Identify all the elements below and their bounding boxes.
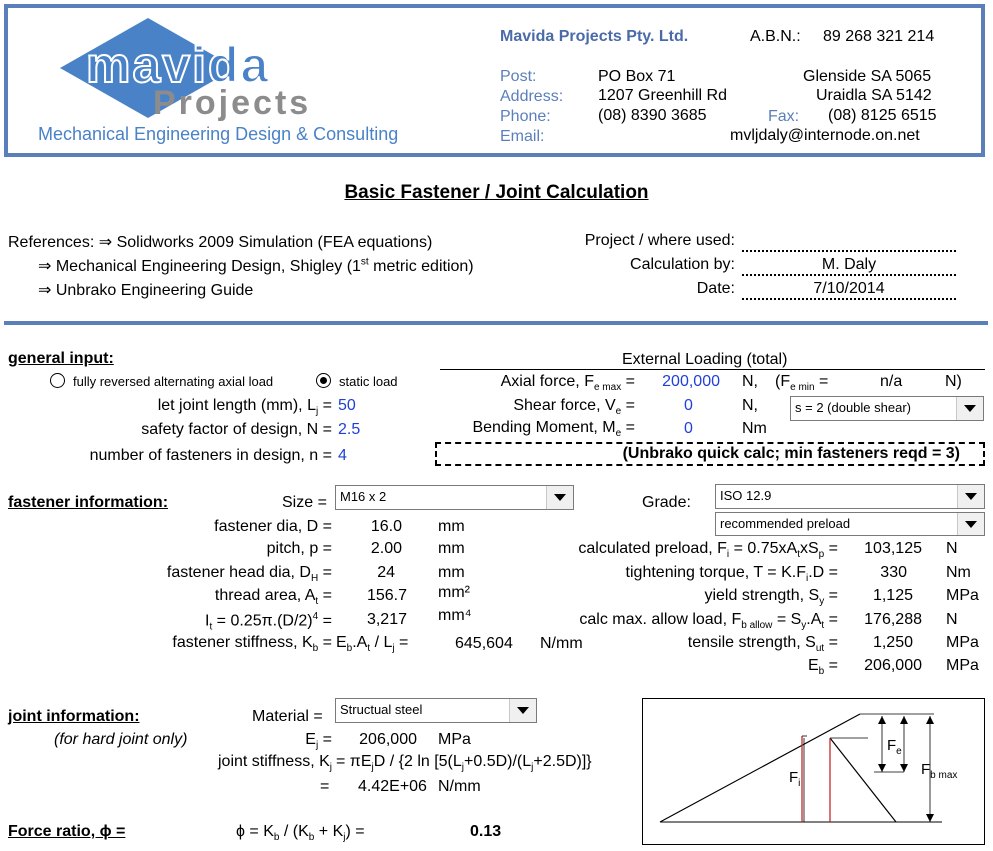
bending-moment-input[interactable]: 0 [684,420,693,437]
joint-stiffness-value: 4.42E+06 [358,778,427,795]
inertia-unit: mm⁴ [438,607,472,624]
joint-length-input[interactable]: 50 [338,397,356,414]
allow-load-label: calc max. allow load, $F_{b allow} = S_y.A_t$ = [579,611,838,632]
fastener-info-heading: fastener information: [8,494,169,511]
joint-length-label: let joint length (mm), $L_j$ = [157,397,332,418]
post-value: PO Box 71 [598,68,676,85]
grade-label: Grade: [642,494,691,511]
bending-moment-unit: Nm [742,420,767,437]
preload-unit: N [946,540,958,557]
yield-label: yield strength, $S_y$ = [704,587,838,608]
allow-load-unit: N [946,611,958,628]
phone-label: Phone: [500,108,551,125]
joint-stiffness-label: joint stiffness, $K_j$ [218,753,332,774]
size-select[interactable]: M16 x 2 [335,485,574,510]
fastener-dia-value: 16.0 [370,518,402,535]
fastener-stiffness-value: 645,604 [455,635,513,652]
safety-factor-input[interactable]: 2.5 [338,421,361,438]
num-fasteners-input[interactable]: 4 [338,447,347,464]
joint-stiffness-unit: N/mm [438,778,481,795]
force-ratio-formula: $\phi = K_b / (K_b + K_j)$ = [236,823,365,844]
ej-unit: MPa [438,731,471,748]
force-ratio-value: 0.13 [470,823,502,840]
shear-force-input[interactable]: 0 [684,397,693,414]
tensile-value: 1,250 [872,634,913,651]
preload-select[interactable]: recommended preload [715,512,985,536]
letterhead [4,4,985,157]
yield-value: 1,125 [872,587,913,604]
svg-text:mavida: mavida [86,37,271,93]
tagline: Mechanical Engineering Design & Consulting [38,124,399,144]
axial-force-unit: N, [742,373,758,390]
post-label: Post: [500,68,537,85]
size-label: Size = [282,494,327,511]
chevron-down-icon [957,513,984,535]
address-city: Uraidla SA 5142 [816,87,932,104]
date-label: Date: [696,280,735,297]
fastener-stiffness-formula: $E_b.A_t / L_j$ = [336,634,409,655]
fastener-stiffness-unit: N/mm [540,635,583,652]
calc-by-value[interactable]: M. Daly [821,256,877,273]
material-select[interactable]: Structual steel [335,698,537,723]
tensile-unit: MPa [946,634,979,651]
pitch-value: 2.00 [370,540,402,557]
abn-value: 89 268 321 214 [823,28,935,45]
page-title: Basic Fastener / Joint Calculation [344,182,649,203]
joint-diagram [642,698,985,845]
date-line [742,298,956,300]
email-label: Email: [500,128,545,145]
company-name: Mavida Projects Pty. Ltd. [500,28,689,45]
fastener-dia-label: fastener dia, D = [214,518,332,535]
address-value: 1207 Greenhill Rd [598,87,727,104]
fmin-value: n/a [880,373,903,390]
num-fasteners-label: number of fasteners in design, n = [89,447,332,464]
torque-label: tightening torque, $T = K.F_i.D$ = [625,564,838,585]
grade-select[interactable]: ISO 12.9 [715,484,985,509]
fastener-dia-unit: mm [438,518,465,535]
joint-info-heading: joint information: [8,708,140,725]
yield-unit: MPa [946,587,979,604]
general-input-heading: general input: [8,350,114,367]
thread-area-value: 156.7 [366,587,407,604]
tensile-label: tensile strength, $S_{ut}$ = [687,634,838,655]
safety-factor-label: safety factor of design, N = [141,421,332,438]
fbmax-label: $F_{b max}$ [921,761,958,781]
force-ratio-heading: Force ratio, ϕ = [8,823,126,840]
reference-3: ⇒ Unbrako Engineering Guide [38,282,254,299]
torque-unit: Nm [946,564,971,581]
unbrako-text: (Unbrako quick calc; min fasteners reqd = 3) [622,445,960,462]
project-label: Project / where used: [584,232,735,249]
joint-stiffness-eq: = [320,778,330,795]
address-label: Address: [500,88,564,105]
torque-value: 330 [880,564,907,581]
radio-static[interactable]: static load [316,373,398,389]
radio-alternating[interactable]: fully reversed alternating axial load [50,373,273,389]
divider [4,321,988,325]
ej-label: $E_j$ = [305,731,332,752]
fastener-stiffness-label: fastener stiffness, $K_b$ = [172,634,332,655]
fi-label: $F_i$ [789,769,801,789]
material-label: Material = [252,708,323,725]
joint-stiffness-formula: = $\pi E_jD / \{2$ $\ln [5(L_j+0.5D)/(L_j+2.5D)]$} [336,753,592,774]
thread-area-label: thread area, $A_t$ = [214,587,332,608]
bending-moment-label: Bending Moment, $M_e$ = [472,419,635,440]
calc-by-label: Calculation by: [630,256,735,273]
post-city: Glenside SA 5065 [803,68,932,85]
inertia-label: $I_t = 0.25\pi.(D/2)^4$ = [204,611,332,633]
radio-checked-icon [316,373,331,388]
mavida-logo-icon [58,16,388,121]
loading-heading: External Loading (total) [622,351,788,368]
head-dia-label: fastener head dia, $D_H$ = [166,564,332,585]
chevron-down-icon [957,485,984,508]
thread-area-unit: mm² [438,584,470,601]
radio-unchecked-icon [50,373,65,388]
joint-note: (for hard joint only) [54,731,188,748]
chevron-down-icon [546,486,573,509]
abn-label: A.B.N.: [750,28,801,45]
ej-value: 206,000 [359,731,417,748]
head-dia-value: 24 [377,564,395,581]
preload-label: calculated preload, $F_i = 0.75xA_txS_p$ = [578,540,838,561]
fax-label: Fax: [768,108,800,125]
inertia-value: 3,217 [366,611,407,628]
date-value[interactable]: 7/10/2014 [813,280,885,297]
chevron-down-icon [509,699,536,722]
fe-label: $F_e$ [887,737,902,757]
project-field[interactable] [742,250,956,252]
eb-unit: MPa [946,657,979,674]
axial-force-label: Axial force, $F_{e max}$ = [500,373,635,394]
reference-2: ⇒ Mechanical Engineering Design, Shigley (1st metric edition) [38,256,474,275]
eb-label: $E_b$ = [807,657,838,678]
phone-value: (08) 8390 3685 [598,107,707,124]
svg-text:Projects: Projects [153,84,312,121]
shear-force-label: Shear force, $V_e$ = [513,397,635,418]
pitch-unit: mm [438,540,465,557]
chevron-down-icon [956,397,983,420]
axial-force-input[interactable]: 200,000 [662,373,720,390]
fmin-unit: N) [945,373,962,390]
reference-1: References: ⇒ Solidworks 2009 Simulation (FEA equations) [8,234,433,251]
allow-load-value: 176,288 [864,611,922,628]
loading-underline [440,369,985,370]
fmin-label: ($F_{e min}$ = [775,373,829,394]
eb-value: 206,000 [864,657,922,674]
fax-value: (08) 8125 6515 [828,107,937,124]
shear-force-unit: N, [742,397,758,414]
pitch-label: pitch, p = [266,540,332,557]
preload-value: 103,125 [864,540,922,557]
head-dia-unit: mm [438,564,465,581]
shear-planes-select[interactable]: s = 2 (double shear) [790,396,984,421]
calc-by-line [742,274,956,276]
email-value[interactable]: mvljdaly@internode.on.net [730,127,920,144]
